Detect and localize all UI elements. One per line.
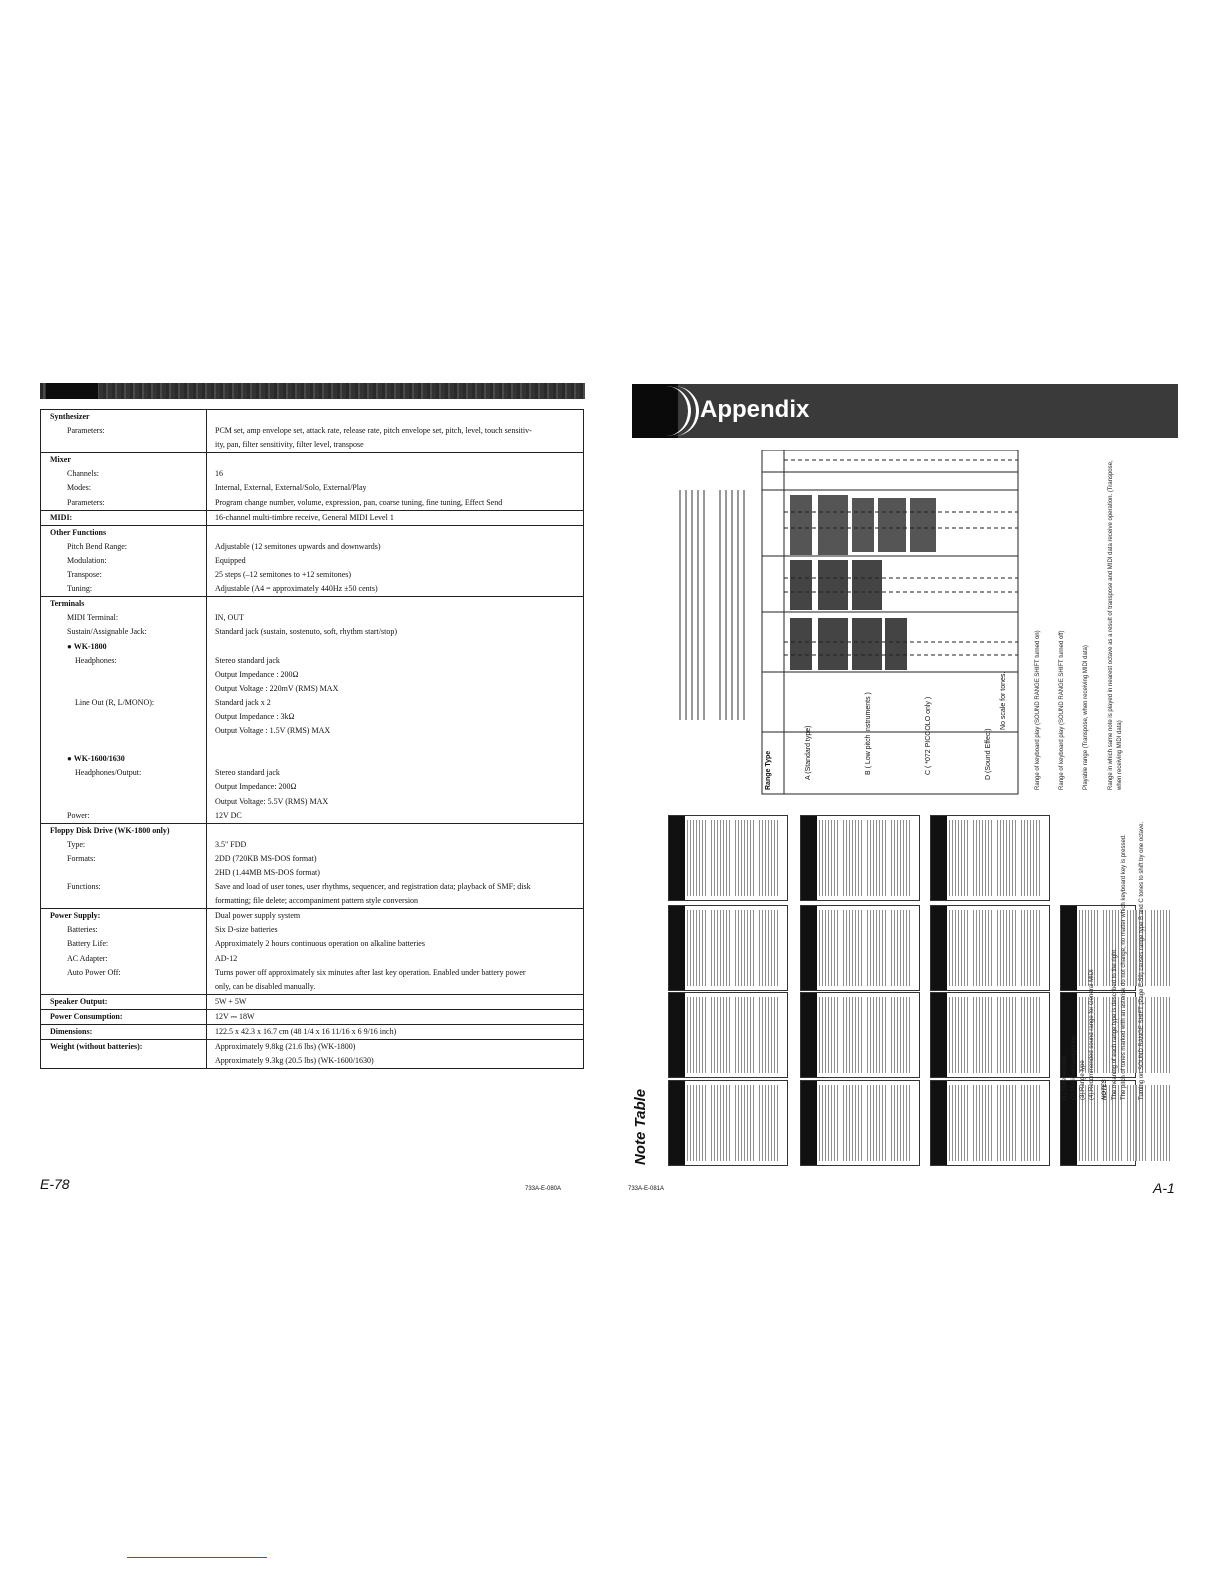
no-scale-note: No scale for tones. <box>1000 671 1007 730</box>
panel-header-strip <box>931 906 947 990</box>
spec-label-cell <box>41 823 207 909</box>
spec-row <box>41 525 584 596</box>
spec-value: Approximately 9.8kg (21.6 lbs) (WK-1800) <box>215 1042 356 1052</box>
spec-value: AD-12 <box>215 953 238 963</box>
spec-value-cell <box>207 1025 584 1040</box>
panel-data-column <box>891 997 911 1073</box>
spec-value-cell <box>207 597 584 824</box>
spec-label-cell <box>41 1040 207 1069</box>
panel-data-column <box>997 997 1017 1073</box>
spec-label: Transpose: <box>67 570 102 580</box>
spec-label-cell <box>41 453 207 510</box>
legend-c: Playable range (Transpose, when receiving MIDI data) <box>1083 645 1089 790</box>
panel-data-column <box>759 910 779 986</box>
note-table-panel <box>800 815 920 901</box>
panel-data-column <box>735 997 755 1073</box>
panel-data-column <box>973 820 993 896</box>
spec-row <box>41 453 584 510</box>
panel-header-strip <box>801 906 817 990</box>
spec-row <box>41 823 584 909</box>
spec-value: formatting; file delete; accompaniment pattern style conversion <box>215 896 419 906</box>
panel-data-column <box>1021 820 1041 896</box>
spec-label: Terminals <box>50 599 85 609</box>
panel-data-column <box>973 997 993 1073</box>
range-type-c-desc: ( *072 PICCOLO only ) <box>925 696 932 768</box>
spec-value-cell <box>207 1040 584 1069</box>
panel-data-column <box>687 997 707 1073</box>
spec-label: Parameters: <box>67 426 105 436</box>
spec-label: MIDI Terminal: <box>67 613 119 623</box>
spec-label <box>41 795 206 809</box>
spec-value-cell <box>207 1009 584 1024</box>
panel-header-strip <box>669 993 685 1077</box>
spec-label-cell <box>41 410 207 453</box>
spec-label <box>41 724 206 738</box>
panel-data-column <box>711 1085 731 1161</box>
spec-label: Other Functions <box>50 527 107 537</box>
panel-data-column <box>1021 997 1041 1073</box>
note-table-panel <box>930 905 1050 991</box>
spec-value: 12V DC <box>215 810 242 820</box>
note-table-panel <box>668 815 788 901</box>
spec-row <box>41 1040 584 1069</box>
panel-header-strip <box>931 993 947 1077</box>
spec-value: 16-channel multi-timbre receive, General MIDI Level 1 <box>215 512 394 522</box>
panel-data-column <box>1151 1085 1171 1161</box>
spec-value: Approximately 9.3kg (20.5 lbs) (WK-1600/1630) <box>215 1056 374 1066</box>
spec-value-cell <box>207 823 584 909</box>
spec-label <box>41 710 206 724</box>
note-table-panel <box>930 1080 1050 1166</box>
spec-value: Adjustable (A4 = approximately 440Hz ±50 cents) <box>215 584 378 594</box>
spec-value-cell <box>207 453 584 510</box>
spec-value: Approximately 2 hours continuous operation on alkaline batteries <box>215 939 425 949</box>
spec-value: PCM set, amp envelope set, attack rate, release rate, pitch envelope set, pitch, level, touch sensitiv- <box>215 426 532 436</box>
range-type-b <box>865 692 872 775</box>
spec-label <box>41 866 206 880</box>
spec-value: 2DD (720KB MS-DOS format) <box>215 853 317 863</box>
range-type-d-desc: (Sound Effect) <box>985 728 992 773</box>
spec-label-cell <box>41 525 207 596</box>
spec-value: Turns power off approximately six minutes after last key operation. Enabled under battery power <box>215 967 526 977</box>
spec-row <box>41 1025 584 1040</box>
footnote-4: (4):Recommended sound range for General MIDI <box>1089 969 1095 1100</box>
spec-label: Speaker Output: <box>50 996 108 1006</box>
panel-data-column <box>997 820 1017 896</box>
spec-value: 5W + 5W <box>215 996 247 1006</box>
left-page-number: E-78 <box>40 1176 70 1192</box>
spec-value: 2HD (1.44MB MS-DOS format) <box>215 868 320 877</box>
panel-header-strip <box>801 993 817 1077</box>
spec-label <box>41 980 206 994</box>
left-page-code: 733A-E-080A <box>525 1186 562 1192</box>
spec-label-cell <box>41 1025 207 1040</box>
panel-data-column <box>759 1085 779 1161</box>
spec-label: Synthesizer <box>50 412 90 421</box>
spec-label: Headphones: <box>75 655 117 665</box>
panel-data-column <box>949 997 969 1073</box>
spec-value: Output Voltage : 220mV (RMS) MAX <box>215 683 339 693</box>
spec-value <box>207 824 583 838</box>
spec-label: Modulation: <box>67 555 107 565</box>
spec-label: Tuning: <box>67 584 93 594</box>
note-table-panel <box>930 815 1050 901</box>
spec-value: Output Impedance: 200Ω <box>215 782 297 792</box>
spec-label <box>41 738 206 752</box>
spec-value: Stereo standard jack <box>215 768 280 778</box>
panel-header-strip <box>1061 906 1077 990</box>
panel-data-column <box>973 1085 993 1161</box>
footnote-2: (2):Maximum polyphony <box>1071 1035 1077 1100</box>
spec-value: ity, pan, filter sensitivity, filter level, transpose <box>215 440 364 450</box>
spec-value: Output Impedance : 3kΩ <box>215 711 295 721</box>
spec-value: 25 steps (–12 semitones to +12 semitones) <box>215 570 352 580</box>
range-type-c-letter: C <box>925 769 932 775</box>
panel-data-column <box>867 910 887 986</box>
spec-label: Battery Life: <box>67 939 109 949</box>
spec-value: 12V ⎓ 18W <box>215 1011 255 1021</box>
spec-label-cell <box>41 510 207 525</box>
panel-data-column <box>687 820 707 896</box>
spec-value: 122.5 x 42.3 x 16.7 cm (48 1/4 x 16 11/16 x 6 9/16 inch) <box>215 1027 397 1037</box>
note-table-panel <box>800 992 920 1078</box>
spec-value: Standard jack x 2 <box>215 697 271 707</box>
panel-header-strip <box>931 1081 947 1165</box>
header-bar-mark <box>46 383 98 399</box>
spec-value <box>207 410 583 424</box>
spec-value: Adjustable (12 semitones upwards and downwards) <box>215 541 381 551</box>
spec-row <box>41 1009 584 1024</box>
panel-data-column <box>1021 910 1041 986</box>
panel-data-column <box>1151 910 1171 986</box>
spec-value: 3.5" FDD <box>215 839 247 849</box>
spec-label: Power Consumption: <box>50 1011 123 1021</box>
spec-value: 16 <box>215 469 223 479</box>
panel-header-strip <box>931 816 947 900</box>
spec-value <box>207 526 583 540</box>
note-table-panel <box>668 905 788 991</box>
panel-data-column <box>711 820 731 896</box>
spec-value: only, can be disabled manually. <box>215 981 316 991</box>
spec-label: Mixer <box>50 455 71 465</box>
right-page-code: 733A-E-081A <box>628 1186 665 1192</box>
range-type-a-letter: A <box>805 775 812 780</box>
spec-label: Power: <box>67 810 90 820</box>
panel-data-column <box>759 820 779 896</box>
panel-header-strip <box>669 816 685 900</box>
panel-data-column <box>843 910 863 986</box>
appendix-arc-icon-2 <box>674 386 699 436</box>
panel-data-column <box>843 820 863 896</box>
spec-label: Auto Power Off: <box>67 967 121 977</box>
spec-value <box>207 640 583 654</box>
panel-data-column <box>819 910 839 986</box>
note-3: Turning on SOUND RANGE SHIFT (Page E-59) causes range type B and C tones to shift by one octave. <box>1139 821 1145 1100</box>
spec-label: Weight (without batteries): <box>50 1042 143 1052</box>
spec-value-cell <box>207 525 584 596</box>
range-type-d <box>985 728 992 780</box>
spec-label: Modes: <box>67 483 91 493</box>
spec-label <box>41 668 206 682</box>
spec-label: ● WK-1600/1630 <box>67 754 125 764</box>
note-1: The meaning of each range type is described to the right. <box>1112 948 1118 1100</box>
footnote-1: (1):Tone number <box>1062 1055 1068 1100</box>
note-range-diagram <box>660 450 1020 795</box>
panel-data-column <box>1021 1085 1041 1161</box>
panel-data-column <box>687 1085 707 1161</box>
spec-label <box>41 438 206 452</box>
spec-value <box>207 453 583 467</box>
spec-label: Batteries: <box>67 925 98 935</box>
spec-label: Line Out (R, L/MONO): <box>75 697 155 707</box>
spec-row <box>41 909 584 995</box>
spec-label: Headphones/Output: <box>75 768 142 778</box>
panel-header-strip <box>801 816 817 900</box>
appendix-header <box>632 384 1178 438</box>
panel-header-strip <box>669 1081 685 1165</box>
spec-value: Save and load of user tones, user rhythms, sequencer, and registration data; playback of SMF; disk <box>215 882 531 892</box>
spec-label: Parameters: <box>67 497 105 507</box>
spec-label: Power Supply: <box>50 911 101 921</box>
range-type-a-desc: (Standard type) <box>805 725 812 774</box>
spec-label: MIDI: <box>50 512 73 522</box>
legend-d: Range in which same note is played in nearest octave as a result of transpose and MIDI data receive operation. (Transpose, when receiving MIDI data) <box>1108 460 1123 790</box>
panel-data-column <box>949 910 969 986</box>
spec-value: Dual power supply system <box>215 911 301 921</box>
panel-data-column <box>735 910 755 986</box>
right-page-number: A-1 <box>1153 1180 1175 1196</box>
spec-label <box>41 894 206 908</box>
spec-label: AC Adapter: <box>67 953 108 963</box>
spec-label-cell <box>41 597 207 824</box>
panel-data-column <box>949 1085 969 1161</box>
spec-value: Output Impedance : 200Ω <box>215 669 299 679</box>
spec-value: Equipped <box>215 555 246 565</box>
left-header-bar <box>40 383 585 399</box>
spec-label: ● WK-1800 <box>67 641 107 651</box>
note-2: The pitch of tones marked with an asterisk do not change, no matter which keyboard key is pressed. <box>1121 834 1127 1100</box>
panel-data-column <box>759 997 779 1073</box>
panel-data-column <box>819 820 839 896</box>
panel-data-column <box>891 1085 911 1161</box>
panel-data-column <box>1151 997 1171 1073</box>
panel-data-column <box>997 910 1017 986</box>
spec-value: Output Voltage: 5.5V (RMS) MAX <box>215 796 329 806</box>
spec-label: Floppy Disk Drive (WK-1800 only) <box>50 825 170 835</box>
spec-label-cell <box>41 909 207 995</box>
panel-data-column <box>949 820 969 896</box>
spec-label: Type: <box>67 839 86 849</box>
range-type-d-letter: D <box>985 774 992 780</box>
note-table-panel <box>668 1080 788 1166</box>
spec-value-cell <box>207 994 584 1009</box>
note-table-panel <box>930 992 1050 1078</box>
spec-value: Output Voltage : 1.5V (RMS) MAX <box>215 726 331 736</box>
panel-data-column <box>819 1085 839 1161</box>
panel-data-column <box>997 1085 1017 1161</box>
spec-value <box>207 597 583 611</box>
spec-label: Channels: <box>67 469 99 479</box>
spec-label: Dimensions: <box>50 1027 93 1037</box>
panel-data-column <box>973 910 993 986</box>
panel-data-column <box>867 1085 887 1161</box>
panel-data-column <box>687 910 707 986</box>
bottom-rule <box>127 1557 267 1558</box>
spec-label <box>41 780 206 794</box>
range-type-b-desc: ( Low pitch instruments ) <box>865 692 872 769</box>
range-type-c <box>925 697 932 775</box>
note-table-title: Note Table <box>632 1088 649 1165</box>
spec-label: Functions: <box>67 882 101 892</box>
legend-a: Range of keyboard play (SOUND RANGE SHIFT turned on) <box>1035 630 1041 790</box>
panel-data-column <box>843 1085 863 1161</box>
spec-value: Internal, External, External/Solo, External/Play <box>215 483 367 493</box>
panel-data-column <box>735 1085 755 1161</box>
spec-label <box>41 1054 206 1068</box>
spec-value-cell <box>207 909 584 995</box>
spec-row <box>41 510 584 525</box>
specifications-table <box>40 409 584 1069</box>
panel-header-strip <box>669 906 685 990</box>
range-type-b-letter: B <box>865 770 872 775</box>
panel-header-strip <box>801 1081 817 1165</box>
spec-label: Formats: <box>67 853 96 863</box>
spec-label: Pitch Bend Range: <box>67 541 127 551</box>
panel-data-column <box>867 997 887 1073</box>
footnote-3: (3):Range type <box>1080 1060 1086 1100</box>
notes-title: NOTES <box>1102 1079 1108 1100</box>
spec-row <box>41 597 584 824</box>
spec-value <box>207 752 583 766</box>
spec-value-cell <box>207 510 584 525</box>
panel-data-column <box>843 997 863 1073</box>
note-table-panel <box>800 1080 920 1166</box>
panel-data-column <box>735 820 755 896</box>
panel-data-column <box>711 997 731 1073</box>
spec-value: IN, OUT <box>215 613 244 623</box>
panel-data-column <box>711 910 731 986</box>
spec-value: Six D-size batteries <box>215 925 278 935</box>
spec-label-cell <box>41 1009 207 1024</box>
legend-b: Range of keyboard play (SOUND RANGE SHIFT turned off) <box>1059 630 1065 790</box>
note-table-panel <box>800 905 920 991</box>
range-type-label: Range Type <box>765 750 772 790</box>
panel-data-column <box>891 910 911 986</box>
panel-data-column <box>819 997 839 1073</box>
note-table-panel <box>668 992 788 1078</box>
spec-row <box>41 994 584 1009</box>
spec-value <box>207 738 583 752</box>
appendix-title: Appendix <box>700 396 810 423</box>
panel-data-column <box>891 820 911 896</box>
spec-value: Stereo standard jack <box>215 655 280 665</box>
panel-data-column <box>867 820 887 896</box>
spec-label <box>41 682 206 696</box>
spec-value-cell <box>207 410 584 453</box>
spec-value: Standard jack (sustain, sostenuto, soft, rhythm start/stop) <box>215 627 397 637</box>
range-type-a <box>805 726 812 781</box>
spec-label-cell <box>41 994 207 1009</box>
spec-label: Sustain/Assignable Jack: <box>67 627 147 637</box>
spec-row <box>41 410 584 453</box>
spec-value: Program change number, volume, expression, pan, coarse tuning, fine tuning, Effect Send <box>215 497 503 507</box>
